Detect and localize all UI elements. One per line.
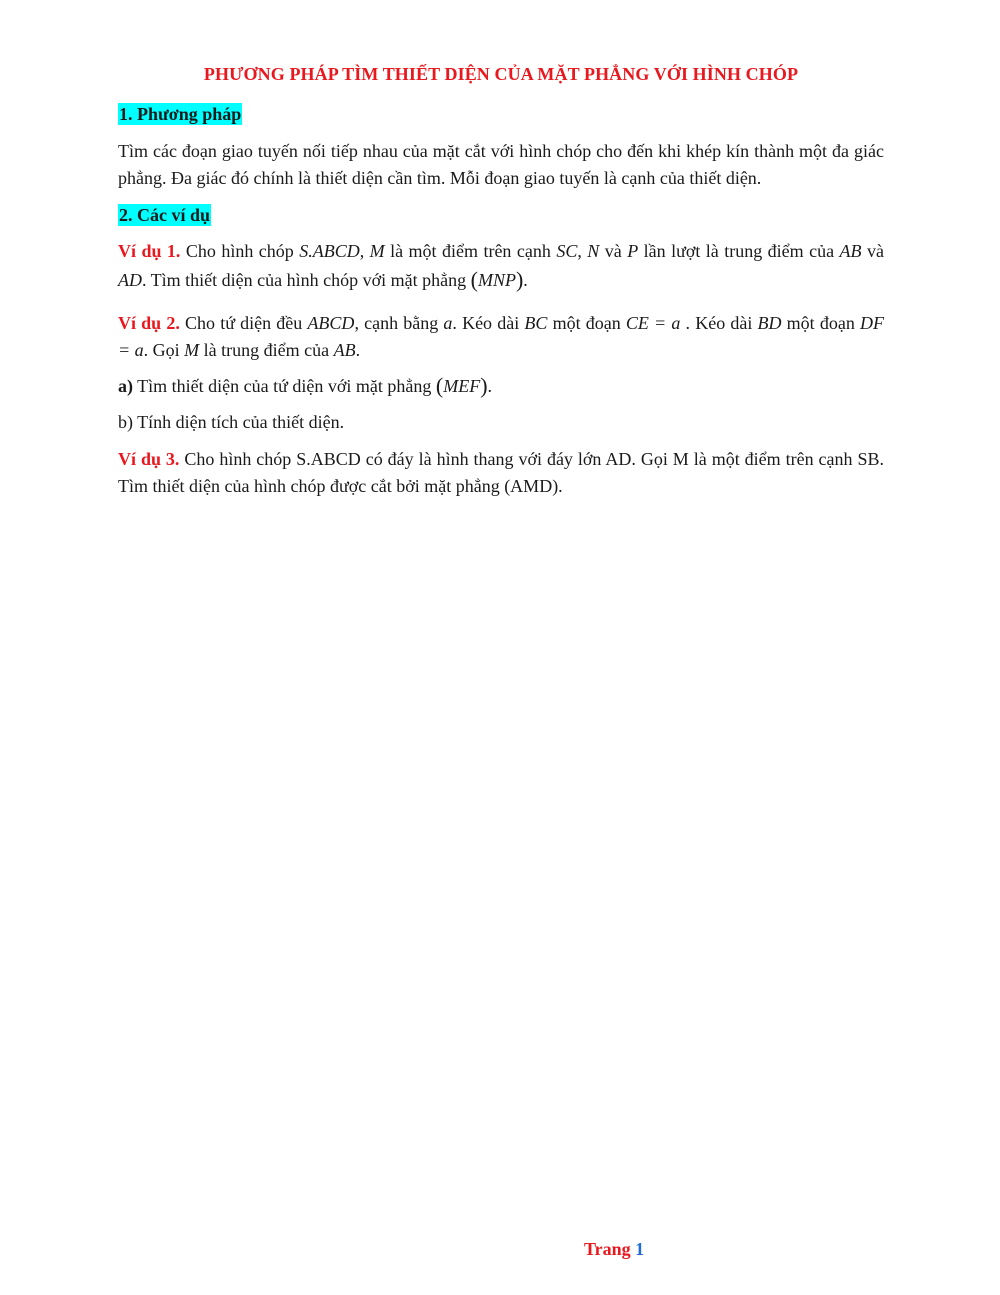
page-footer	[584, 1239, 644, 1260]
section-heading-examples: 2. Các ví dụ	[119, 205, 211, 225]
paren-close: )	[515, 267, 524, 292]
example-2-part-b: b) Tính diện tích của thiết diện.	[118, 412, 345, 432]
section-heading-method: 1. Phương pháp	[119, 104, 242, 124]
document-title: PHƯƠNG PHÁP TÌM THIẾT DIỆN CỦA MẶT PHẲNG VỚI HÌNH CHÓP	[203, 64, 799, 84]
example-2-label: Ví dụ 2.	[118, 313, 180, 333]
example-1-label: Ví dụ 1.	[118, 241, 181, 261]
example-1: Ví dụ 1. Cho hình chóp S.ABCD, M là một điểm trên cạnh SC, N và P lần lượt là trung điểm của AB và AD. Tìm thiết diện của hình chóp với mặt phẳng (MNP).	[118, 241, 884, 292]
paren-open: (	[435, 373, 444, 398]
example-2-part-a: a) Tìm thiết diện của tứ diện với mặt phẳng (MEF).	[118, 373, 493, 398]
page-number: 1	[635, 1239, 645, 1259]
footer-label: Trang	[584, 1239, 631, 1259]
method-paragraph: Tìm các đoạn giao tuyến nối tiếp nhau của mặt cắt với hình chóp cho đến khi khép kín thành một đa giác phẳng. Đa giác đó chính là thiết diện cần tìm. Mỗi đoạn giao tuyến là cạnh của thiết diện.	[118, 141, 884, 188]
example-3-label: Ví dụ 3.	[118, 449, 180, 469]
example-3: Ví dụ 3. Cho hình chóp S.ABCD có đáy là hình thang với đáy lớn AD. Gọi M là một điểm trên cạnh SB. Tìm thiết diện của hình chóp được cắt bởi mặt phẳng (AMD).	[118, 449, 884, 496]
paren-close: )	[480, 373, 488, 398]
paren-open: (	[470, 267, 478, 292]
part-a-label: a)	[118, 376, 133, 396]
example-2: Ví dụ 2. Cho tứ diện đều ABCD, cạnh bằng a. Kéo dài BC một đoạn CE = a . Kéo dài BD một đoạn DF = a. Gọi M là trung điểm của AB.	[118, 313, 885, 360]
document-page	[118, 0, 884, 1295]
